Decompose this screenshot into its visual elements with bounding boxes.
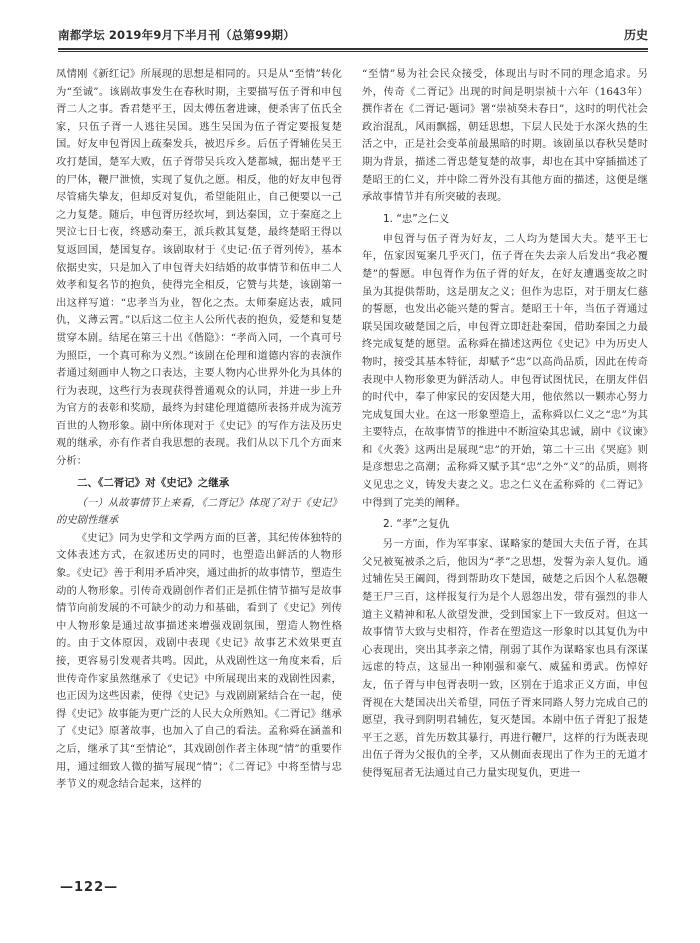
- section-label: 历史: [623, 28, 648, 42]
- paragraph: 申包胥与伍子胥为好友，二人均为楚国大夫。楚平王七年，伍家因冤案几乎灭门，伍子胥在失去亲人后发出“我必覆楚”的誓愿。申包胥作为伍子胥的好友，在好友遭遇变故之时虽为其提供帮助，这是朋友之义；但作为忠臣，对于朋友仁慈的誓愿，也发出必能兴楚的誓言。楚昭王十年，当伍子胥通过联吴国攻破楚国之后，申包胥立即赶赴秦国，借助秦国之力最终完成复楚的愿望。孟称舜在描述这两位《史记》中为历史人物时，接受其基本特征，却赋予“忠”以高尚品质，因此在传奇表现中人物形象更为鲜活动人。申包胥试图忧民，在朋友伴侣的时代中，奉了伸家民的安因楚大用，他依然以一颗赤心努力完成复国大业。在这一形象塑造上，孟称舜以仁义之“忠”为其主要特点，在故事情节的推进中不断渲染其忠诚，剧中《议谏》和《火袭》这两出是展现“忠”的开始，第二十三出《哭庭》则是彦想忠之高潮；孟称舜又赋予其“忠”之外“义”的品质，则将义见忠之义，铸发夫妻之义。忠之仁义在孟称舜的《二胥记》中得到了完美的阐释。: [362, 232, 648, 509]
- header-divider: [58, 48, 648, 50]
- right-column: [362, 66, 648, 866]
- header-divider-thin: [58, 51, 648, 52]
- page-header: [58, 26, 648, 48]
- paragraph: 《史记》同为史学和文学两方面的巨著，其纪传体独特的文体表述方式，在叙述历史的同时，也塑造出鲜活的人物形象。《史记》善于利用矛盾冲突，通过曲折的故事情节，塑造生动的人物形象。引传奇戏剧创作者们正是抓住情节描写是故事情节向前发展的不可缺少的动力和基础，看到了《史记》列传中人物形象是通过故事描述来增强戏剧氛围，塑造人物性格的。由于文体原因，戏剧中表现《史记》故事艺术效果更直接，更容易引发观者共鸣。因此，从戏剧性这一角度来看，后世传奇作家虽然继承了《史记》中所展现出来的戏剧性因素，也正因为这些因素，使得《史记》与戏剧剧紧结合在一起，使得《史记》故事能为更广泛的人民大众所熟知。《二胥记》继承了《史记》原著故事，也加入了自己的看法。孟称舜在涵盖和之后，继承了其“至情论”，其戏剧创作者主体现“情”的重要作用，通过细致人微的描写展现“情”；《二胥记》中将至情与忠孝节义的观念结合起来，这样的: [56, 531, 342, 791]
- journal-title: [58, 27, 299, 43]
- page-number: —122—: [60, 880, 119, 895]
- paragraph: 凤情刚《新红记》所展现的思想是相同的。只是从“至情”转化为“至诚”。该剧故事发生在春秋时期，主要描写伍子胥和申包胥二人之事。香君楚平王，因太傅伍奢进谏，便杀害了伍氏全家，只伍子胥一人逃往吴国。逃生吴国为伍子胥定要报复楚国。好友申包胥因上疏秦发兵，被迟斥乡。后伍子胥辅佐吴王攻打楚国，楚军大败，伍子胥带吴兵攻入楚都城，掘出楚平王的尸体，鞭尸泄愤，实现了复仇之愿。相反，他的好友申包胥尽管痛失挚友，但却反对复仇，希望能阻止，自己便要以一己之力复楚。随后，申包胥历经坎坷，到达秦国，立于秦庭之上哭泣七日七夜，终感动秦王，派兵救其复楚，最终楚昭王得以复返回国，楚国复存。该剧取材于《史记·伍子胥列传》，基本依据史实，只是加入了申包胥夫妇结婚的故事情节和伍申二人效孝和复名节的抱负，使得完全相反，它赞与共楚，该剧第一出这样写道：“忠孝当为业，智化之杰。太师秦庭达表，戚同仇，义薄云霄。”以后这二位主人公所代表的抱负，爱楚和复楚贯穿本剧。结尾在第三十出《偕隐》：“孝尚入同，一个真可号为照臣，一个真可称为义烈。”该剧在伦理和道德内容的表演作者通过刻画申人物之口表达，主要人物内心世界外化为具体的行为表现，这些行为表现获得普通观众的认同，并进一步上升为官方的表彰和奖励，最终为封建伦理道德所表扬并成为流芳百世的人物形象。剧中所体现对于《史记》的写作方法及历史观的继承，亦有作者自我思想的表现。我们从以下几个方面来分析：: [56, 68, 342, 468]
- left-column: [56, 66, 342, 866]
- paragraph: 另一方面，作为军事家、谋略家的楚国大夫伍子胥，在其父兄被冤被杀之后，他因为“孝”之思想，发誓为亲人复仇。通过辅佐吴王阖闾，得到帮助攻下楚国，破楚之后因个人私怨鞭楚王尸三百，这样报复行为是个人恩怨出发，带有强烈的非人道主义精神和私人欲望发泄，受到国家上下一致反对。但这一故事情节大致与史相符，作者在塑造这一形象时以其复仇为中心表现出，突出其孝亲之情，削弱了其作为谋略家也具有深谋远虑的特点，这显出一种刚强和豪气、威猛和勇武。伤悼好友，伍子胥与申包胥表明一致，区别在于追求正义方面，申包胥视在大楚国决出关希望，同伍子胥来同路人努力完成自己的愿望，我寻到阴明君辅佐，复灭楚国。本剧中伍子胥犯了报楚平王之恶，首先历数其暴行，再进行鞭尸，这样的行为既表现出伍子胥为父报仇的全孝，又从侧面表现出了作为王的无道才使得冤屈者无法通过自己力量实现复仇，更进一: [362, 538, 648, 779]
- subsection-heading: 2. “孝”之复仇: [383, 518, 450, 531]
- paragraph: “至情”易为社会民众接受，体现出与时不同的理念追求。另外，传奇《二胥记》出现的时间是明崇祯十六年（1643年）撰作者在《二胥记·题词》署“崇祯癸未春日”，这时的明代社会政治混乱，风雨飘摇，朝廷思想，下层人民处于水深火热的生活之中，正是社会变革前最黑暗的时期。该剧虽以春秋吴楚时期为背景，描述二胥忠楚复楚的故事，却也在其中穿插描述了楚昭王的仁义，并中除二胥外没有其他方面的描述，这便是继承故事情节并有所突破的表现。: [362, 68, 648, 204]
- journal-name: 南都学坛: [58, 28, 105, 42]
- subsection-heading: 1. “忠”之仁义: [383, 212, 450, 225]
- subsection-heading: （一）从故事情节上来看，《二胥记》体现了对于《史记》的史剧性继承: [56, 496, 342, 527]
- section-heading: 二、《二胥记》对《史记》之继承: [77, 476, 230, 489]
- issue-info: 2019年9月下半月刊（总第99期）: [108, 28, 295, 42]
